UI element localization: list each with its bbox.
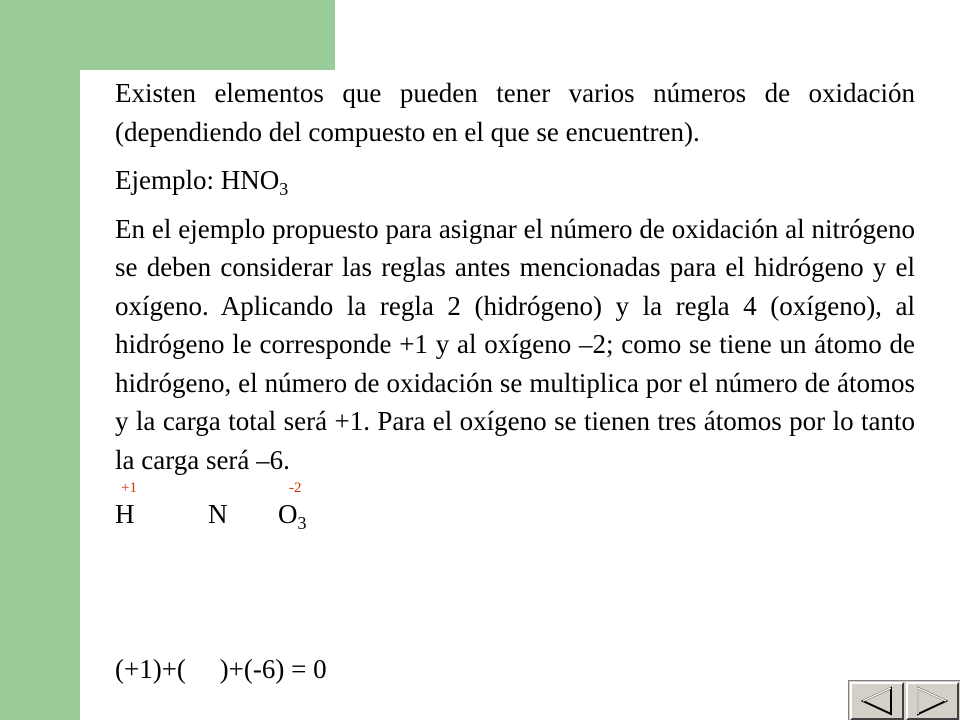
- oxygen-subscript: 3: [297, 513, 307, 533]
- intro-paragraph: Existen elementos que pueden tener varios números de oxidación (dependiendo del compuesto en el que se encuentren).: [115, 78, 915, 147]
- formula-hno3: [115, 479, 915, 559]
- example-line: [115, 161, 915, 200]
- charge-sum-equation: [115, 650, 327, 688]
- decorative-green-bar: [0, 0, 80, 720]
- decorative-green-header-block: [80, 0, 335, 70]
- oxygen-letter: O: [278, 499, 298, 529]
- slide-content: [115, 74, 915, 559]
- previous-slide-button[interactable]: [850, 682, 904, 720]
- oxygen-oxidation-number: -2: [289, 480, 302, 496]
- hydrogen-symbol: H: [115, 499, 135, 529]
- example-subscript: 3: [279, 179, 289, 199]
- triangle-right-icon: [915, 686, 949, 716]
- nitrogen-symbol: N: [208, 499, 228, 529]
- hydrogen-oxidation-number: +1: [121, 480, 137, 496]
- charge-sum-text: (+1)+( )+(-6) = 0: [115, 654, 327, 684]
- explanation-paragraph: En el ejemplo propuesto para asignar el número de oxidación al nitrógeno se deben considerar las reglas antes mencionadas para el hidrógeno y el oxígeno. Aplicando la regla 2 (hidrógeno) y la regla 4 (oxígeno), al hidrógeno le corresponde +1 y al oxígeno –2; como se tiene un átomo de hidrógeno, el número de oxidación se multiplica por el número de átomos y la carga total será +1. Para el oxígeno se tienen tres átomos por lo tanto la carga será –6.: [115, 213, 915, 475]
- next-slide-button[interactable]: [906, 682, 960, 720]
- slide-navigation: [848, 680, 960, 720]
- triangle-left-icon: [860, 686, 894, 716]
- example-label: Ejemplo: HNO: [115, 165, 280, 195]
- oxygen-symbol: [278, 495, 307, 533]
